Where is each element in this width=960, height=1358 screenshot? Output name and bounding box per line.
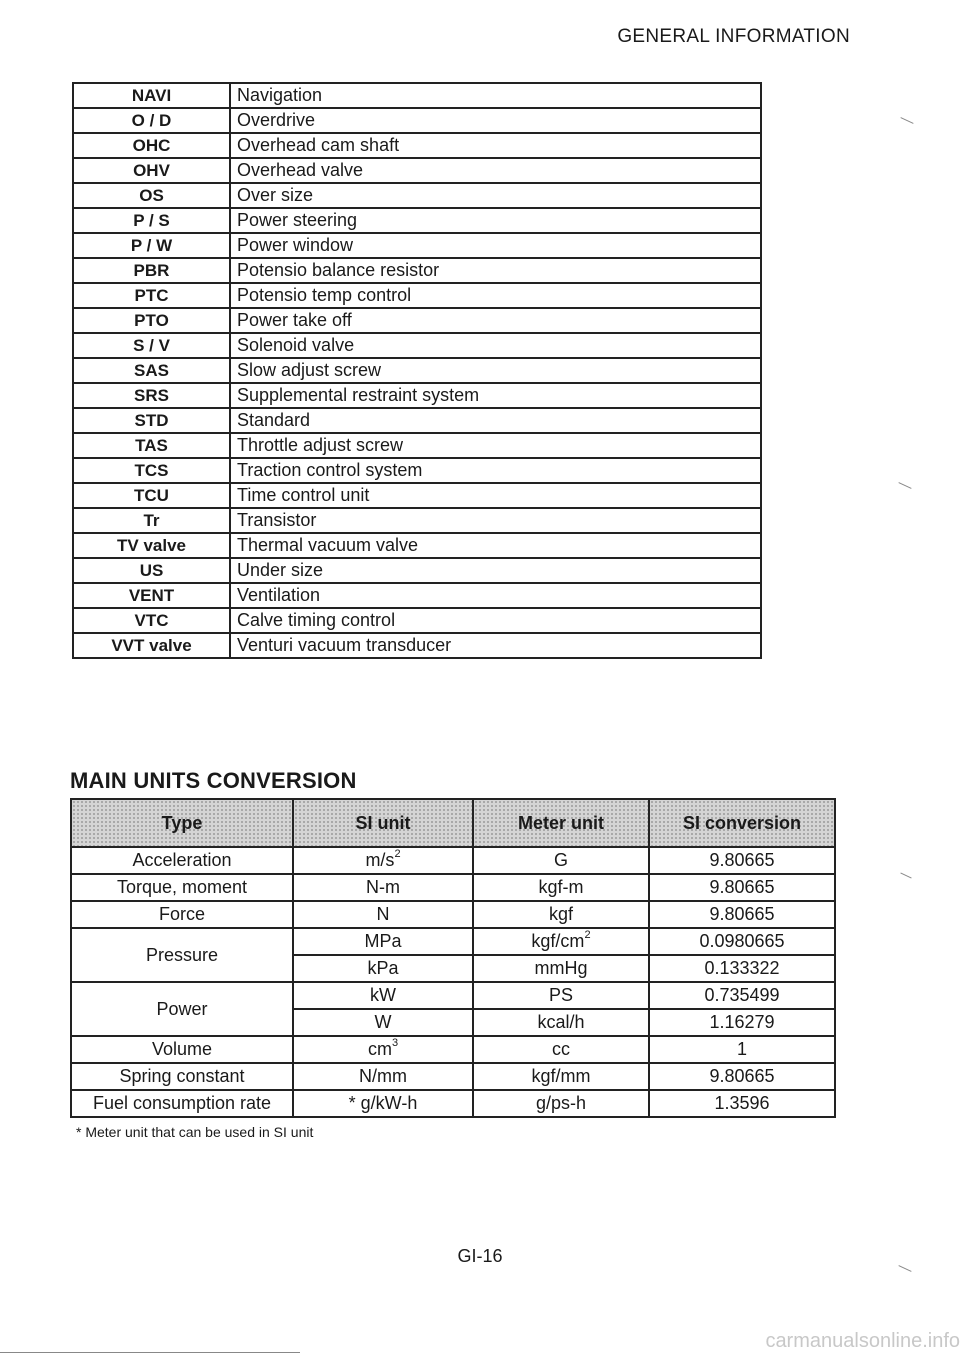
abbreviation-row <box>73 433 761 458</box>
abbreviation-description: Navigation <box>230 83 761 108</box>
abbreviation-row <box>73 158 761 183</box>
meter-unit-exponent: 2 <box>584 929 591 941</box>
conversion-type: Torque, moment <box>71 874 293 901</box>
abbreviation-code: TAS <box>73 433 230 458</box>
si-conversion-value: 9.80665 <box>649 847 835 874</box>
si-unit <box>293 901 473 928</box>
meter-unit <box>473 847 649 874</box>
si-unit <box>293 847 473 874</box>
si-unit <box>293 982 473 1009</box>
abbreviation-row <box>73 183 761 208</box>
si-conversion-value: 9.80665 <box>649 1063 835 1090</box>
conversion-type: Power <box>71 982 293 1036</box>
conversion-row <box>71 901 835 928</box>
conversion-type: Force <box>71 901 293 928</box>
meter-unit-text: mmHg <box>534 958 588 978</box>
header-meter-unit: Meter unit <box>473 799 649 847</box>
units-conversion-table <box>70 798 836 1118</box>
conversion-header-row <box>71 799 835 847</box>
si-conversion-value: 1.3596 <box>649 1090 835 1117</box>
conversion-row <box>71 982 835 1009</box>
abbreviation-code: SAS <box>73 358 230 383</box>
scan-mark <box>898 482 911 489</box>
abbreviations-table <box>72 82 762 659</box>
meter-unit-text: g/ps-h <box>535 1093 587 1113</box>
si-unit <box>293 955 473 982</box>
abbreviation-description: Throttle adjust screw <box>230 433 761 458</box>
si-unit <box>293 874 473 901</box>
abbreviation-code: S / V <box>73 333 230 358</box>
abbreviation-row <box>73 383 761 408</box>
conversion-type: Spring constant <box>71 1063 293 1090</box>
abbreviation-code: TCU <box>73 483 230 508</box>
si-unit <box>293 1063 473 1090</box>
abbreviation-row <box>73 258 761 283</box>
abbreviation-row <box>73 483 761 508</box>
meter-unit-text: kgf-m <box>538 877 584 897</box>
abbreviation-code: OHC <box>73 133 230 158</box>
si-unit-text: MPa <box>364 931 402 951</box>
si-conversion-value: 1.16279 <box>649 1009 835 1036</box>
abbreviation-description: Over size <box>230 183 761 208</box>
si-unit-text: N <box>376 904 390 924</box>
abbreviation-code: PBR <box>73 258 230 283</box>
abbreviation-description: Potensio balance resistor <box>230 258 761 283</box>
meter-unit-text: PS <box>548 985 573 1005</box>
abbreviation-row <box>73 233 761 258</box>
conversion-row <box>71 1063 835 1090</box>
abbreviation-code: P / W <box>73 233 230 258</box>
conversion-row <box>71 928 835 955</box>
meter-unit <box>473 1090 649 1117</box>
abbreviation-code: VENT <box>73 583 230 608</box>
abbreviation-code: PTC <box>73 283 230 308</box>
conversion-row <box>71 1090 835 1117</box>
abbreviation-description: Power window <box>230 233 761 258</box>
meter-unit-text: kgf/cm <box>531 931 585 951</box>
page-number: GI-16 <box>457 1246 503 1266</box>
abbreviation-code: P / S <box>73 208 230 233</box>
abbreviation-row <box>73 458 761 483</box>
meter-unit <box>473 928 649 955</box>
meter-unit-text: kgf <box>548 904 573 924</box>
abbreviation-description: Ventilation <box>230 583 761 608</box>
meter-unit <box>473 955 649 982</box>
meter-unit <box>473 1063 649 1090</box>
abbreviation-row <box>73 508 761 533</box>
abbreviation-row <box>73 583 761 608</box>
abbreviation-description: Power take off <box>230 308 761 333</box>
abbreviation-description: Thermal vacuum valve <box>230 533 761 558</box>
abbreviation-description: Traction control system <box>230 458 761 483</box>
abbreviation-code: OS <box>73 183 230 208</box>
abbreviation-code: O / D <box>73 108 230 133</box>
meter-unit-text: G <box>553 850 568 870</box>
abbreviation-description: Overdrive <box>230 108 761 133</box>
scan-mark <box>900 117 913 124</box>
meter-unit <box>473 874 649 901</box>
meter-unit <box>473 982 649 1009</box>
conversion-row <box>71 847 835 874</box>
si-unit-text: kW <box>370 985 396 1005</box>
abbreviation-description: Time control unit <box>230 483 761 508</box>
meter-unit-text: cc <box>552 1039 570 1059</box>
si-conversion-value: 0.133322 <box>649 955 835 982</box>
abbreviation-code: TCS <box>73 458 230 483</box>
abbreviation-description: Overhead cam shaft <box>230 133 761 158</box>
abbreviation-description: Power steering <box>230 208 761 233</box>
abbreviation-row <box>73 308 761 333</box>
si-unit-exponent: 3 <box>391 1037 399 1049</box>
conversion-row <box>71 1036 835 1063</box>
abbreviation-code: TV valve <box>73 533 230 558</box>
si-conversion-value: 9.80665 <box>649 901 835 928</box>
si-unit-text: kPa <box>367 958 399 978</box>
watermark: carmanualsonline.info <box>765 1330 960 1352</box>
si-conversion-value: 0.735499 <box>649 982 835 1009</box>
header-si-conversion: SI conversion <box>649 799 835 847</box>
conversion-type: Fuel consumption rate <box>71 1090 293 1117</box>
abbreviation-row <box>73 608 761 633</box>
abbreviation-code: VTC <box>73 608 230 633</box>
si-unit <box>293 1009 473 1036</box>
units-conversion-title: MAIN UNITS CONVERSION <box>70 768 357 793</box>
abbreviation-description: Transistor <box>230 508 761 533</box>
meter-unit <box>473 1009 649 1036</box>
section-header: GENERAL INFORMATION <box>617 26 850 47</box>
abbreviation-row <box>73 83 761 108</box>
si-conversion-value: 0.0980665 <box>649 928 835 955</box>
abbreviation-description: Slow adjust screw <box>230 358 761 383</box>
si-unit-text: m/s <box>365 850 395 870</box>
abbreviation-code: Tr <box>73 508 230 533</box>
meter-unit <box>473 901 649 928</box>
abbreviation-row <box>73 633 761 658</box>
si-unit-text: * g/kW-h <box>348 1093 418 1113</box>
si-unit-text: W <box>374 1012 392 1032</box>
header-type: Type <box>71 799 293 847</box>
abbreviation-code: OHV <box>73 158 230 183</box>
abbreviation-code: NAVI <box>73 83 230 108</box>
abbreviation-row <box>73 333 761 358</box>
abbreviation-description: Calve timing control <box>230 608 761 633</box>
conversion-type: Pressure <box>71 928 293 982</box>
abbreviation-description: Under size <box>230 558 761 583</box>
scan-mark <box>0 1352 300 1353</box>
abbreviation-code: STD <box>73 408 230 433</box>
abbreviation-description: Venturi vacuum transducer <box>230 633 761 658</box>
abbreviation-description: Potensio temp control <box>230 283 761 308</box>
si-unit-text: cm <box>367 1039 392 1059</box>
abbreviation-description: Standard <box>230 408 761 433</box>
abbreviation-row <box>73 133 761 158</box>
si-unit <box>293 1090 473 1117</box>
si-unit <box>293 1036 473 1063</box>
abbreviation-row <box>73 558 761 583</box>
abbreviation-description: Supplemental restraint system <box>230 383 761 408</box>
abbreviation-row <box>73 108 761 133</box>
scan-mark <box>900 873 911 879</box>
si-unit <box>293 928 473 955</box>
si-conversion-value: 1 <box>649 1036 835 1063</box>
abbreviation-row <box>73 358 761 383</box>
footnote: * Meter unit that can be used in SI unit <box>76 1124 314 1140</box>
si-unit-text: N-m <box>366 877 400 897</box>
abbreviation-description: Solenoid valve <box>230 333 761 358</box>
meter-unit <box>473 1036 649 1063</box>
meter-unit-text: kgf/mm <box>531 1066 591 1086</box>
abbreviation-row <box>73 283 761 308</box>
abbreviation-code: VVT valve <box>73 633 230 658</box>
conversion-type: Volume <box>71 1036 293 1063</box>
conversion-type: Acceleration <box>71 847 293 874</box>
meter-unit-text: kcal/h <box>537 1012 585 1032</box>
conversion-row <box>71 874 835 901</box>
abbreviation-description: Overhead valve <box>230 158 761 183</box>
abbreviation-row <box>73 408 761 433</box>
abbreviation-code: SRS <box>73 383 230 408</box>
si-unit-exponent: 2 <box>394 848 401 860</box>
si-unit-text: N/mm <box>359 1066 407 1086</box>
abbreviation-row <box>73 208 761 233</box>
header-si-unit: SI unit <box>293 799 473 847</box>
abbreviation-code: US <box>73 558 230 583</box>
si-conversion-value: 9.80665 <box>649 874 835 901</box>
abbreviation-row <box>73 533 761 558</box>
abbreviation-code: PTO <box>73 308 230 333</box>
